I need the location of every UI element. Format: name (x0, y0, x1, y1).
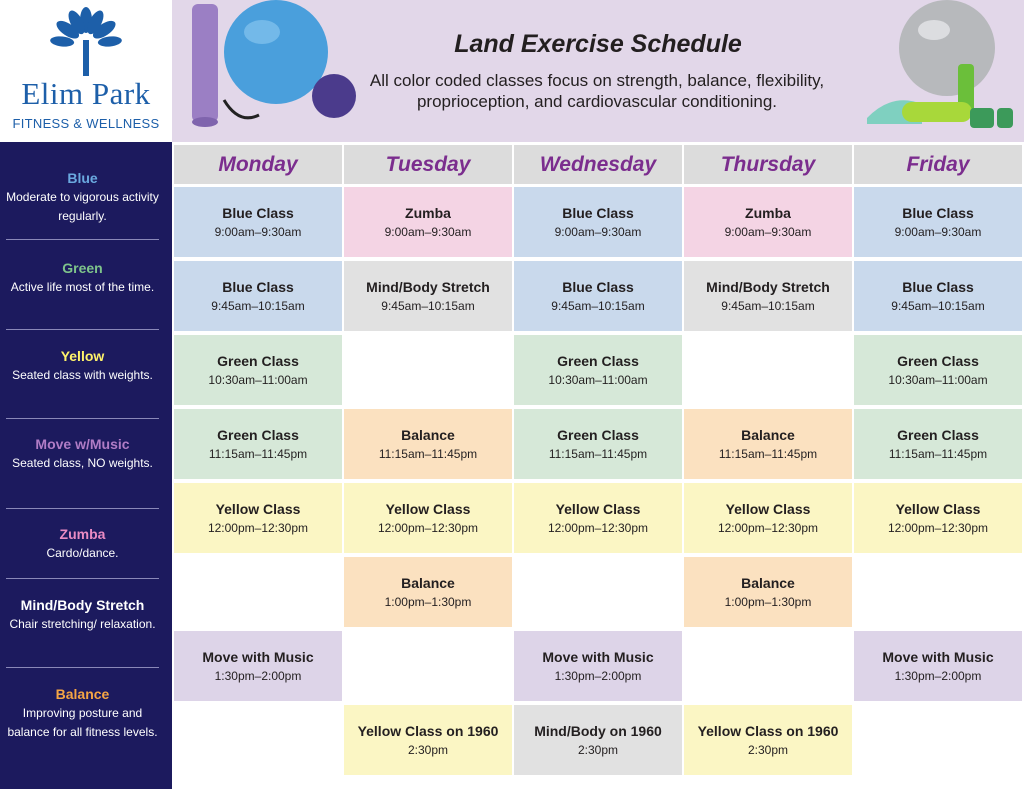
class-name: Green Class (897, 353, 979, 369)
class-name: Zumba (405, 205, 451, 221)
class-time: 12:00pm–12:30pm (207, 521, 309, 535)
class-cell (854, 483, 1022, 553)
class-time: 2:30pm (577, 743, 619, 757)
class-time: 11:15am–11:45pm (378, 447, 478, 461)
legend-item-zumba (6, 524, 159, 563)
class-cell (344, 187, 512, 257)
class-name: Blue Class (902, 279, 974, 295)
class-cell (514, 631, 682, 701)
class-time: 10:30am–11:00am (548, 373, 648, 387)
header-banner (172, 0, 1024, 142)
day-header-tuesday: Tuesday (344, 145, 512, 184)
class-time: 9:45am–10:15am (211, 299, 305, 313)
class-name: Mind/Body on 1960 (534, 723, 662, 739)
class-name: Green Class (217, 427, 299, 443)
class-name: Move with Music (202, 649, 314, 665)
class-time: 9:45am–10:15am (551, 299, 645, 313)
legend-desc: Moderate to vigorous activity regularly. (6, 190, 159, 223)
class-name: Balance (401, 575, 455, 591)
class-cell (684, 705, 852, 775)
empty-cell (344, 335, 512, 405)
class-time: 9:00am–9:30am (724, 225, 812, 239)
class-cell (514, 705, 682, 775)
class-name: Yellow Class (385, 501, 471, 517)
class-legend (0, 142, 172, 789)
day-header-monday: Monday (174, 145, 342, 184)
class-time: 9:00am–9:30am (894, 225, 982, 239)
class-cell (514, 409, 682, 479)
class-cell (514, 483, 682, 553)
empty-cell (854, 705, 1022, 775)
empty-cell (174, 705, 342, 775)
class-name: Mind/Body Stretch (366, 279, 490, 295)
class-name: Yellow Class (215, 501, 301, 517)
empty-cell (344, 631, 512, 701)
class-name: Yellow Class on 1960 (697, 723, 839, 739)
legend-item-mind-body (6, 595, 159, 634)
empty-cell (684, 631, 852, 701)
class-cell (174, 631, 342, 701)
exercise-ball-illustration (184, 0, 364, 130)
legend-name: Green (62, 260, 103, 276)
class-name: Mind/Body Stretch (706, 279, 830, 295)
class-name: Yellow Class (725, 501, 811, 517)
class-time: 11:15am–11:45pm (888, 447, 988, 461)
page-title: Land Exercise Schedule (454, 30, 742, 58)
logo-name: Elim Park (21, 76, 151, 111)
class-time: 10:30am–11:00am (888, 373, 988, 387)
logo-tagline: FITNESS & WELLNESS (12, 116, 160, 131)
class-cell (684, 261, 852, 331)
class-cell (344, 557, 512, 627)
class-cell (174, 335, 342, 405)
class-name: Balance (401, 427, 455, 443)
class-name: Green Class (217, 353, 299, 369)
class-name: Green Class (897, 427, 979, 443)
class-cell (174, 409, 342, 479)
class-cell (514, 335, 682, 405)
class-time: 11:15am–11:45pm (718, 447, 818, 461)
class-time: 1:30pm–2:00pm (214, 669, 302, 683)
class-name: Green Class (557, 353, 639, 369)
legend-name: Blue (67, 170, 98, 186)
legend-divider (6, 418, 159, 419)
class-time: 12:00pm–12:30pm (717, 521, 819, 535)
legend-divider (6, 508, 159, 509)
class-name: Move with Music (882, 649, 994, 665)
class-name: Yellow Class (555, 501, 641, 517)
legend-name: Mind/Body Stretch (20, 597, 145, 613)
class-cell (344, 705, 512, 775)
class-name: Balance (741, 575, 795, 591)
legend-desc: Cardo/dance. (46, 546, 119, 560)
legend-desc: Seated class, NO weights. (12, 456, 153, 470)
class-time: 2:30pm (407, 743, 449, 757)
legend-name: Move w/Music (35, 436, 130, 452)
class-name: Blue Class (562, 205, 634, 221)
class-cell (174, 483, 342, 553)
class-cell (514, 187, 682, 257)
class-time: 12:00pm–12:30pm (547, 521, 649, 535)
class-name: Blue Class (222, 279, 294, 295)
class-cell (854, 335, 1022, 405)
class-time: 9:00am–9:30am (214, 225, 302, 239)
class-cell (514, 261, 682, 331)
class-name: Zumba (745, 205, 791, 221)
legend-desc: Seated class with weights. (12, 368, 153, 382)
empty-cell (174, 557, 342, 627)
class-name: Blue Class (562, 279, 634, 295)
class-cell (344, 483, 512, 553)
day-header-thursday: Thursday (684, 145, 852, 184)
class-time: 9:45am–10:15am (891, 299, 985, 313)
class-cell (854, 409, 1022, 479)
legend-name: Yellow (60, 348, 105, 364)
class-cell (854, 187, 1022, 257)
class-time: 1:30pm–2:00pm (894, 669, 982, 683)
class-name: Yellow Class (895, 501, 981, 517)
class-time: 1:00pm–1:30pm (724, 595, 812, 609)
class-time: 9:45am–10:15am (381, 299, 475, 313)
legend-item-yellow (6, 346, 159, 385)
class-name: Green Class (557, 427, 639, 443)
class-time: 2:30pm (747, 743, 789, 757)
logo (0, 0, 172, 142)
class-cell (684, 409, 852, 479)
legend-name: Balance (55, 686, 110, 702)
class-name: Move with Music (542, 649, 654, 665)
class-name: Blue Class (222, 205, 294, 221)
legend-desc: Improving posture and balance for all fitness levels. (7, 706, 158, 739)
day-header-friday: Friday (854, 145, 1022, 184)
class-cell (684, 483, 852, 553)
class-time: 9:45am–10:15am (721, 299, 815, 313)
class-cell (854, 261, 1022, 331)
legend-desc: Chair stretching/ relaxation. (9, 617, 156, 631)
legend-name: Zumba (59, 526, 106, 542)
class-cell (684, 557, 852, 627)
legend-divider (6, 239, 159, 240)
class-cell (174, 187, 342, 257)
day-header-wednesday: Wednesday (514, 145, 682, 184)
fitness-equipment-illustration (862, 0, 1022, 135)
class-cell (684, 187, 852, 257)
class-name: Yellow Class on 1960 (357, 723, 499, 739)
class-cell (174, 261, 342, 331)
class-time: 11:15am–11:45pm (548, 447, 648, 461)
class-time: 10:30am–11:00am (208, 373, 308, 387)
empty-cell (514, 557, 682, 627)
palm-tree-icon (40, 6, 132, 78)
class-cell (344, 261, 512, 331)
legend-item-green (6, 258, 159, 297)
class-time: 11:15am–11:45pm (208, 447, 308, 461)
class-name: Balance (741, 427, 795, 443)
legend-item-move-music (6, 434, 159, 473)
empty-cell (854, 557, 1022, 627)
legend-divider (6, 667, 159, 668)
legend-item-balance (6, 684, 159, 742)
empty-cell (684, 335, 852, 405)
legend-item-blue (6, 168, 159, 226)
class-cell (344, 409, 512, 479)
class-name: Blue Class (902, 205, 974, 221)
class-time: 12:00pm–12:30pm (377, 521, 479, 535)
page-subtitle: All color coded classes focus on strength, balance, flexibility, proprioception, and cardiovascular conditioning. (369, 71, 825, 111)
class-time: 1:30pm–2:00pm (554, 669, 642, 683)
class-cell (854, 631, 1022, 701)
class-time: 12:00pm–12:30pm (887, 521, 989, 535)
legend-divider (6, 329, 159, 330)
legend-desc: Active life most of the time. (10, 280, 155, 294)
class-time: 9:00am–9:30am (554, 225, 642, 239)
legend-divider (6, 578, 159, 579)
class-time: 9:00am–9:30am (384, 225, 472, 239)
class-time: 1:00pm–1:30pm (384, 595, 472, 609)
